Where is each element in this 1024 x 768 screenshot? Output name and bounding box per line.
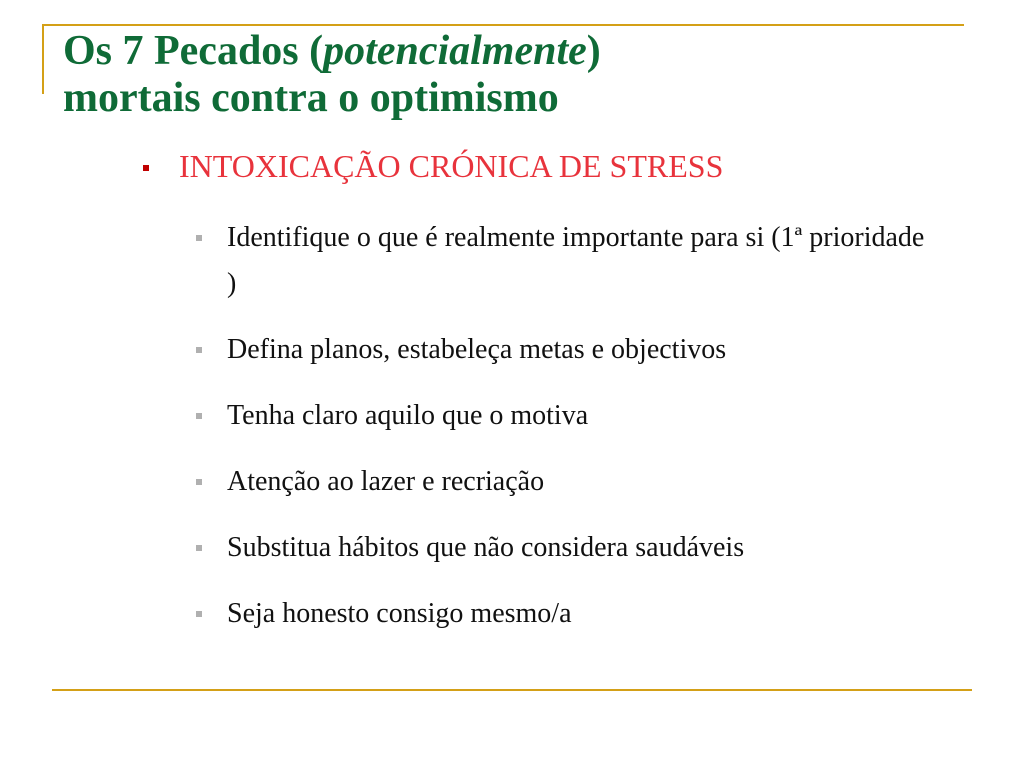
main-bullet-text: INTOXICAÇÃO CRÓNICA DE STRESS [179, 148, 724, 184]
list-item [196, 525, 926, 571]
sub-bullet-marker-icon [196, 479, 202, 485]
sub-bullet-list [196, 215, 926, 657]
title-line1-suffix: ) [586, 28, 601, 74]
sub-bullet-text: Substitua hábitos que não considera saudáveis [227, 532, 745, 563]
list-item [196, 327, 926, 373]
sub-bullet-marker-icon [196, 235, 202, 241]
main-bullet [143, 146, 723, 186]
sub-bullet-marker-icon [196, 347, 202, 353]
sub-bullet-text: Seja honesto consigo mesmo/a [227, 598, 572, 629]
top-accent-line [42, 24, 964, 26]
title-line1-prefix: Os 7 Pecados ( [63, 28, 324, 74]
sub-bullet-text: Identifique o que é realmente importante para si (1ª prioridade ) [227, 222, 925, 299]
title-line1-italic: potencialmente [323, 28, 587, 74]
sub-bullet-text: Tenha claro aquilo que o motiva [227, 400, 589, 431]
list-item [196, 591, 926, 637]
list-item [196, 215, 926, 307]
main-bullet-marker-icon [143, 165, 149, 171]
list-item [196, 393, 926, 439]
sub-bullet-marker-icon [196, 413, 202, 419]
list-item [196, 459, 926, 505]
sub-bullet-marker-icon [196, 611, 202, 617]
left-accent-line [42, 24, 44, 94]
bottom-accent-line [52, 689, 972, 691]
slide-title [63, 28, 963, 122]
sub-bullet-text: Atenção ao lazer e recriação [227, 466, 545, 497]
title-line2: mortais contra o optimismo [63, 75, 559, 121]
sub-bullet-marker-icon [196, 545, 202, 551]
sub-bullet-text: Defina planos, estabeleça metas e objectivos [227, 334, 727, 365]
